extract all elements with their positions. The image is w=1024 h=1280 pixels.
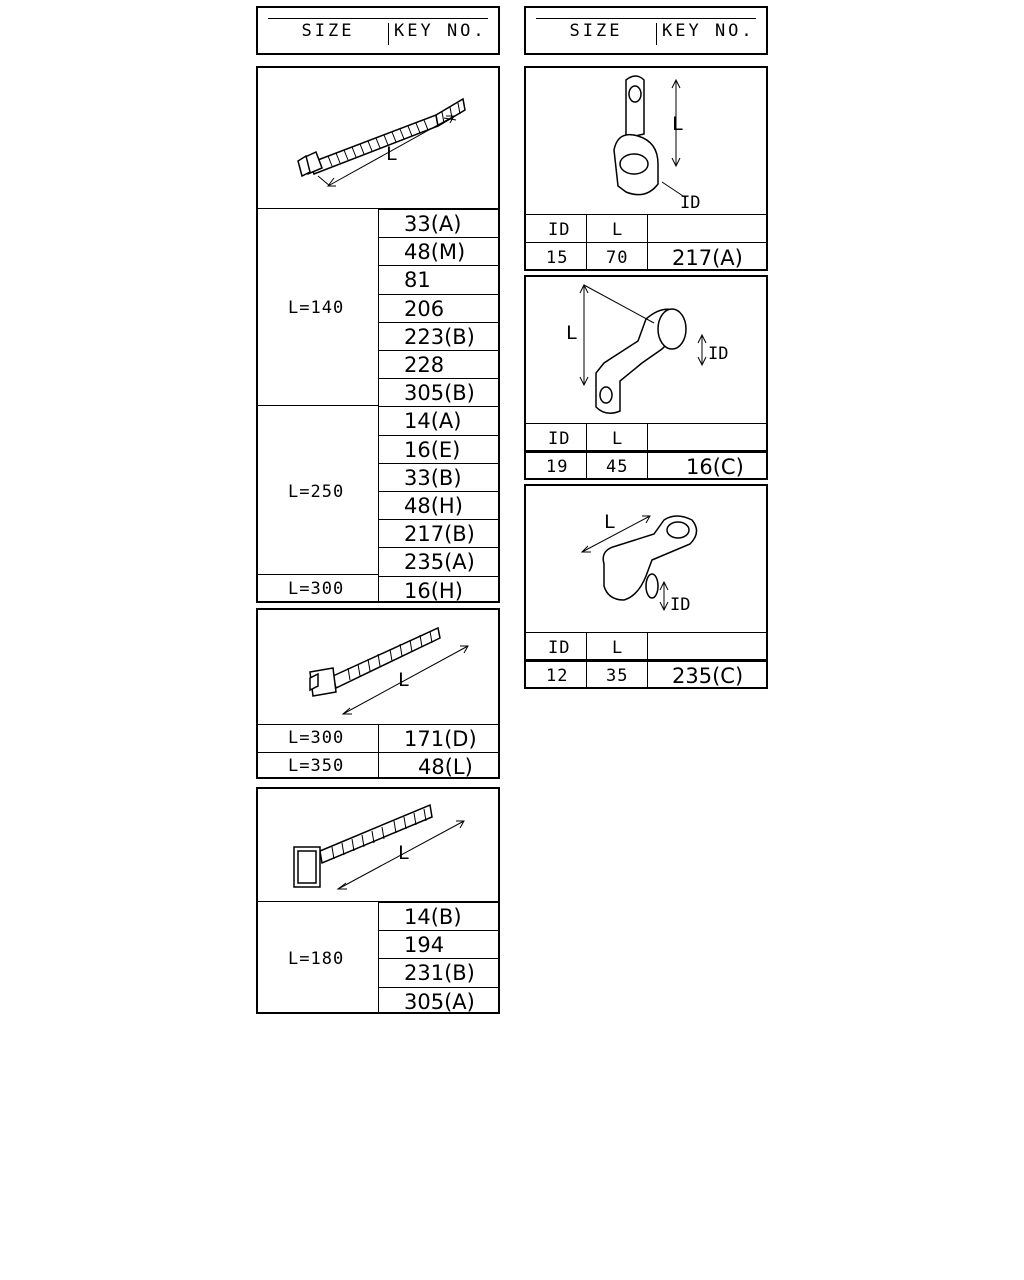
p-clamp-panel-2 [524,484,768,689]
col-header-id: ID [548,429,571,449]
header-size-label: SIZE [569,21,623,41]
l-value: 45 [606,457,629,477]
size-label: L=250 [288,482,345,502]
header-key-label: KEY NO. [394,21,487,41]
dim-label-l: L [566,322,578,344]
key-number: 231(B) [404,961,475,986]
id-value: 19 [546,457,569,477]
key-number: 217(B) [404,522,475,547]
size-label: L=140 [288,298,345,318]
key-number: 81 [404,268,431,293]
key-number: 16(C) [686,455,744,479]
key-number: 14(A) [404,409,462,434]
dim-label-l: L [386,143,398,165]
key-row-divider [378,237,498,238]
key-number: 217(A) [672,246,743,270]
key-number: 33(A) [404,212,462,236]
key-number: 48(H) [404,494,463,518]
right-header [524,6,768,55]
key-number: 223(B) [404,324,475,349]
key-row-divider [378,350,498,351]
key-number: 16(E) [404,437,461,462]
key-row-divider [378,958,498,959]
key-row-divider [378,209,498,210]
dim-label-l: L [604,511,616,533]
key-row-divider [378,406,498,407]
size-label: L=300 [288,728,345,748]
key-number: 16(H) [404,578,463,603]
cable-tie-illustration [258,610,498,724]
header-size-label: SIZE [301,21,355,41]
key-number: 14(B) [404,905,462,929]
dim-label-l: L [672,113,684,135]
hose-clip-illustration [526,68,766,214]
cable-tie-panel-1 [256,66,500,603]
key-number: 235(A) [404,550,475,575]
size-label: L=350 [288,756,345,776]
key-row-divider [378,378,498,379]
cable-tie-mount-illustration [258,789,498,903]
key-row-divider [378,322,498,323]
key-row-divider [378,576,498,577]
l-value: 70 [606,248,629,268]
size-label: L=180 [288,949,345,969]
size-label: L=300 [288,579,345,599]
key-row-divider [378,987,498,988]
key-row-divider [378,902,498,903]
left-header [256,6,500,55]
key-number: 305(B) [404,381,475,406]
col-header-id: ID [548,638,571,658]
header-divider [388,23,389,45]
header-divider [656,23,657,45]
cable-tie-panel-2 [256,608,500,779]
key-number: 228 [404,353,445,377]
l-value: 35 [606,666,629,686]
key-row-divider [378,294,498,295]
key-row-divider [378,491,498,492]
key-row-divider [378,435,498,436]
col-header-l: L [612,429,624,449]
cable-tie-illustration [258,68,498,208]
dim-label-id: ID [708,344,729,364]
key-row-divider [378,265,498,266]
key-number: 33(B) [404,465,462,490]
id-value: 15 [546,248,569,268]
key-number: 305(A) [404,989,475,1014]
col-header-id: ID [548,220,571,240]
col-header-l: L [612,638,624,658]
key-number: 206 [404,296,445,321]
key-row-divider [378,463,498,464]
key-number: 48(L) [418,755,473,779]
cable-tie-panel-3 [256,787,500,1014]
col-header-l: L [612,220,624,240]
key-number: 171(D) [404,727,477,751]
dim-label-id: ID [670,595,691,615]
p-clamp-illustration [526,486,766,632]
p-clamp-illustration [526,277,766,423]
dim-label-l: L [398,669,410,691]
hose-clip-panel [524,66,768,271]
key-number: 235(C) [672,664,744,688]
key-number: 48(M) [404,240,466,265]
id-value: 12 [546,666,569,686]
key-row-divider [378,519,498,520]
key-number: 194 [404,933,445,958]
p-clamp-panel-1 [524,275,768,480]
dim-label-id: ID [680,193,701,213]
dim-label-l: L [398,842,410,864]
header-key-label: KEY NO. [662,21,755,41]
key-row-divider [378,930,498,931]
key-row-divider [378,547,498,548]
